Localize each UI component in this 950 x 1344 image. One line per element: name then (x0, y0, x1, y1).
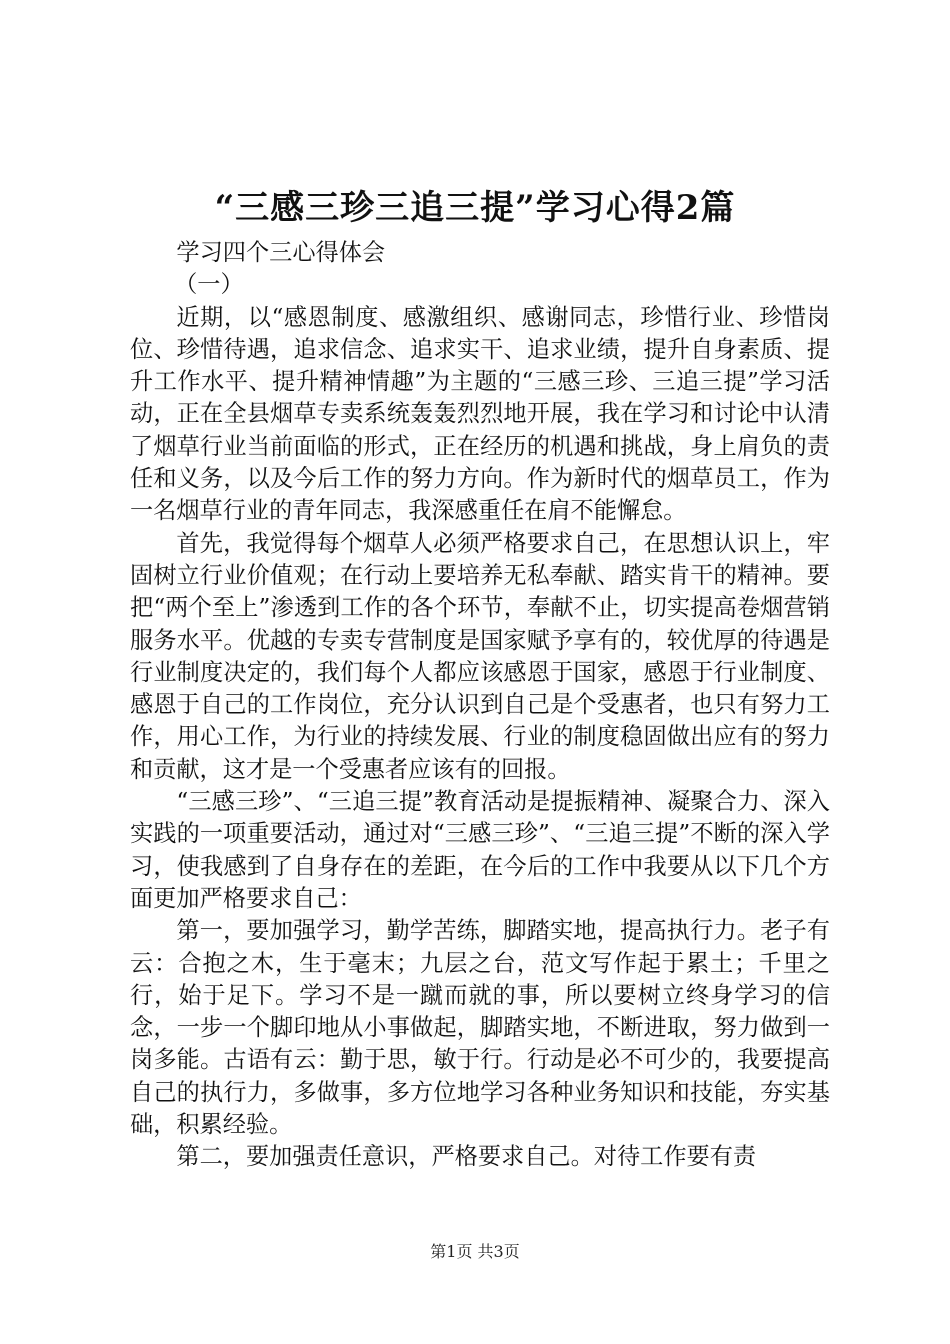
document-subtitle: 学习四个三心得体会 (176, 239, 386, 266)
document-body (130, 237, 830, 1174)
paragraph-4: 第一，要加强学习，勤学苦练，脚踏实地，提高执行力。老子有云：合抱之木，生于毫末；九层之台，范文写作起于累土；千里之行，始于足下。学习不是一蹴而就的事，所以要树立终身学习的信念，一步一个脚印地从小事做起，脚踏实地，不断进取，努力做到一岗多能。古语有云：勤于思，敏于行。行动是必不可少的，我要提高自己的执行力，多做事，多方位地学习各种业务知识和技能，夯实基础，积累经验。 (130, 917, 830, 1139)
paragraph-3: “三感三珍”、“三追三提”教育活动是提振精神、凝聚合力、深入实践的一项重要活动，通过对“三感三珍”、“三追三提”不断的深入学习，使我感到了自身存在的差距，在今后的工作中我要从以下几个方面更加严格要求自己： (130, 788, 830, 912)
paragraph-2: 首先，我觉得每个烟草人必须严格要求自己，在思想认识上，牢固树立行业价值观；在行动上要培养无私奉献、踏实肯干的精神。要把“两个至上”渗透到工作的各个环节，奉献不止，切实提高卷烟营销服务水平。优越的专卖专营制度是国家赋予享有的，较优厚的待遇是行业制度决定的，我们每个人都应该感恩于国家，感恩于行业制度、感恩于自己的工作岗位，充分认识到自己是个受惠者，也只有努力工作，用心工作，为行业的持续发展、行业的制度稳固做出应有的努力和贡献，这才是一个受惠者应该有的回报。 (130, 529, 830, 783)
paragraph-1: 近期，以“感恩制度、感激组织、感谢同志，珍惜行业、珍惜岗位、珍惜待遇，追求信念、追求实干、追求业绩，提升自身素质、提升工作水平、提升精神情趣”为主题的“三感三珍、三追三提”学习活动，正在全县烟草专卖系统轰轰烈烈地开展，我在学习和讨论中认清了烟草行业当前面临的形式，正在经历的机遇和挑战，身上肩负的责任和义务，以及今后工作的努力方向。作为新时代的烟草员工，作为一名烟草行业的青年同志，我深感重任在肩不能懈怠。 (130, 303, 830, 525)
page-footer: 第1页 共3页 (430, 1242, 520, 1261)
paragraph-5: 第二，要加强责任意识，严格要求自己。对待工作要有责 (176, 1143, 757, 1171)
section-marker: （一） (174, 271, 244, 299)
document-title: “三感三珍三追三提”学习心得2篇 (214, 188, 736, 228)
